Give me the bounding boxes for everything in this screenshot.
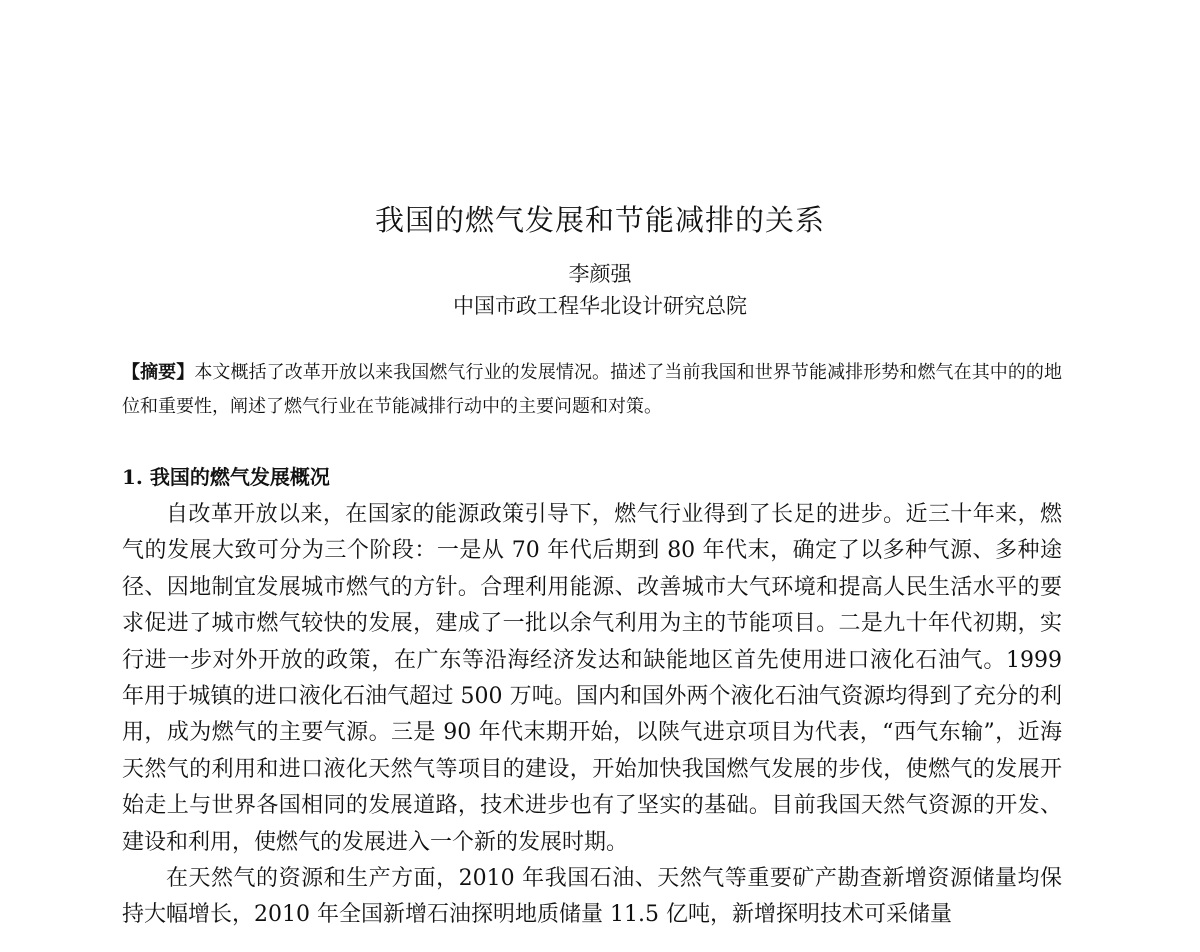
abstract-text: 本文概括了改革开放以来我国燃气行业的发展情况。描述了当前我国和世界节能减排形势和燃气在其中的的地位和重要性，阐述了燃气行业在节能减排行动中的主要问题和对策。 [122, 362, 1063, 417]
body-paragraph: 在天然气的资源和生产方面，2010 年我国石油、天然气等重要矿产勘查新增资源储量均保持大幅增长，2010 年全国新增石油探明地质储量 11.5 亿吨，新增探明技术可采储量 [122, 866, 1062, 928]
paper-title: 我国的燃气发展和节能减排的关系 [374, 203, 825, 237]
section-body [122, 497, 1062, 934]
section-heading: 1. 我国的燃气发展概况 [122, 465, 330, 489]
author-name: 李颜强 [568, 262, 632, 286]
abstract [122, 356, 1062, 424]
body-paragraph: 自改革开放以来，在国家的能源政策引导下，燃气行业得到了长足的进步。近三十年来，燃气的发展大致可分为三个阶段：一是从 70 年代后期到 80 年代末，确定了以多种气源、多种途径、因地制宜发展城市燃气的方针。合理利用能源、改善城市大气环境和提高人民生活水平的要求促进了城市燃气较快的发展，建成了一批以余气利用为主的节能项目。二是九十年代初期，实行进一步对外开放的政策，在广东等沿海经济发达和缺能地区首先使用进口液化石油气。1999 年用于城镇的进口液化石油气超过 500 万吨。国内和国外两个液化石油气资源均得到了充分的利用，成为燃气的主要气源。三是 90 年代末期开始，以陕气进京项目为代表，“西气东输”，近海天然气的利用和进口液化天然气等项目的建设，开始加快我国燃气发展的步伐，使燃气的发展开始走上与世界各国相同的发展道路，技术进步也有了坚实的基础。目前我国天然气资源的开发、建设和利用，使燃气的发展进入一个新的发展时期。 [122, 502, 1062, 855]
author-affiliation: 中国市政工程华北设计研究总院 [453, 294, 747, 318]
abstract-label: 【摘要】 [122, 362, 195, 383]
